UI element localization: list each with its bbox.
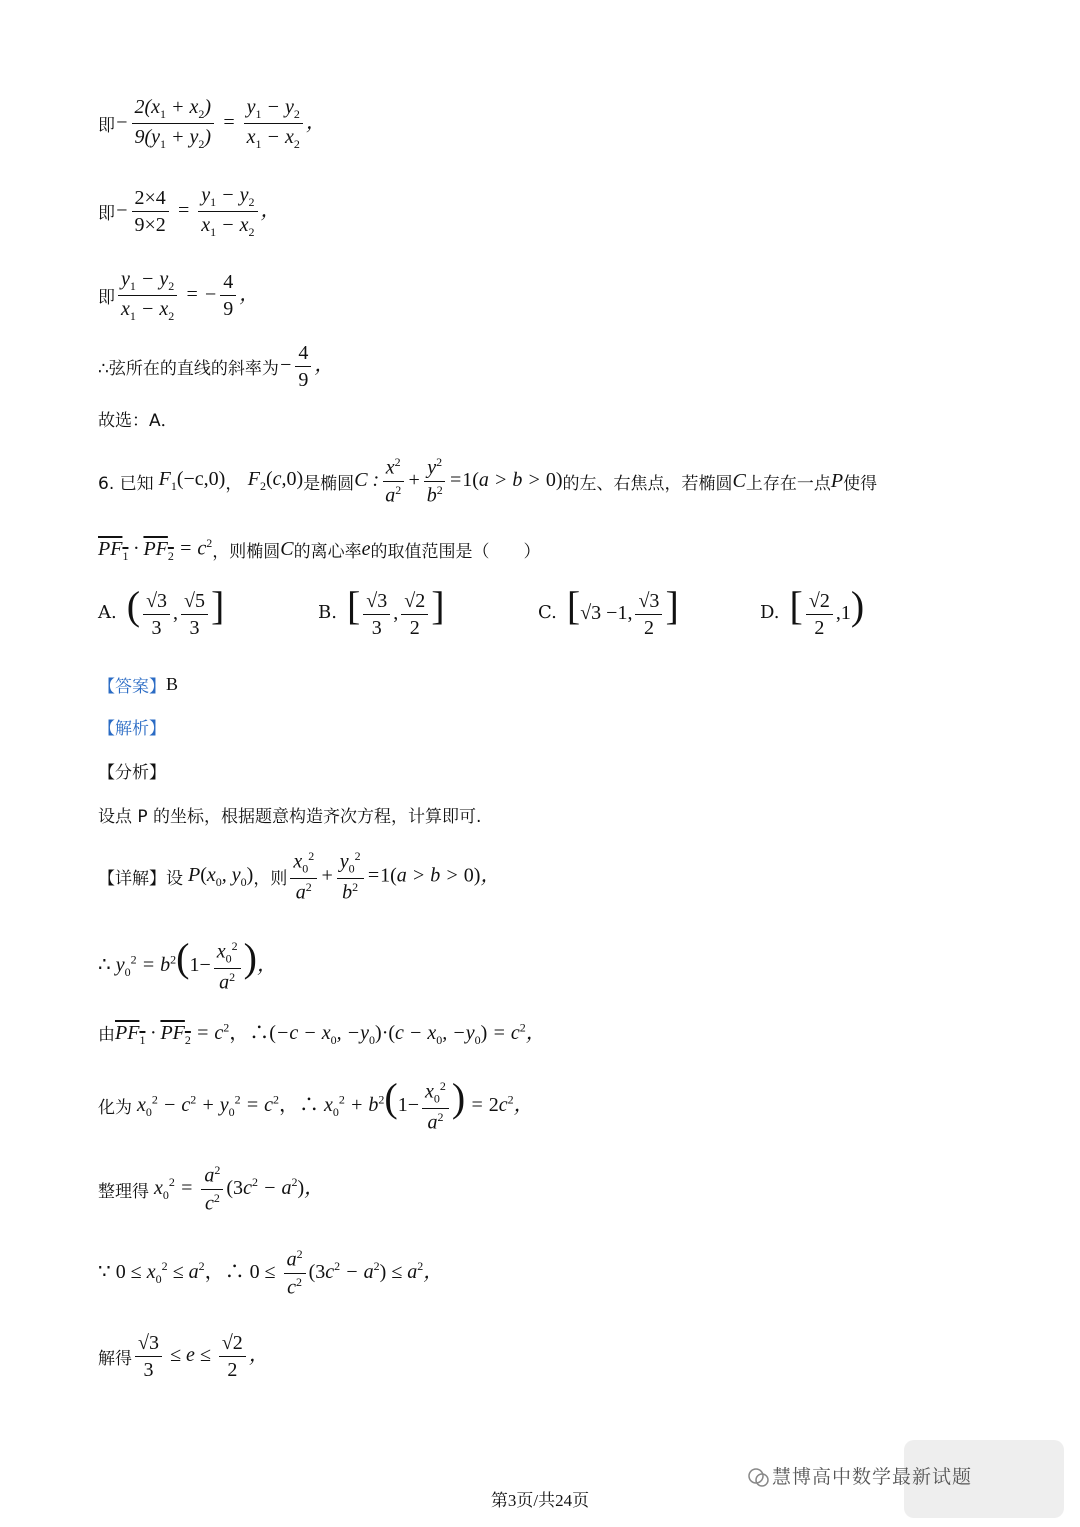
prefix-text: 即 (98, 116, 115, 137)
conclusion-text: ∴弦所在的直线的斜率为 (98, 359, 279, 379)
q6-text: 的取值范围是（ ） (370, 542, 541, 563)
q6-text: 的左、右焦点，若椭圆 (562, 473, 733, 494)
detail-text: ，则 (253, 869, 288, 890)
option-c-interval: [√3 −1, $\frac{√3}{2}$ ] (566, 583, 679, 639)
focus-f1: $F_1(-c,0)$ (153, 468, 226, 494)
analysis-label: 【解析】 (98, 719, 166, 739)
ellipse-equation: C : $\frac{x^2}{a^2}$ + $\frac{y^2}{b^2}$ =1(a > b > 0) (354, 455, 563, 507)
equation: − $\frac{2\times 4}{9\times 2}$ = $\frac{y_1 - y_2}{x_1 - x_2}$ ， (115, 184, 281, 240)
option-d (760, 583, 865, 639)
option-b (318, 583, 445, 639)
watermark-text: 慧博高中数学最新试题 (772, 1466, 973, 1488)
slope-conclusion (98, 342, 334, 391)
organized-line (98, 1164, 324, 1214)
option-c (538, 583, 679, 639)
huawei-text: 化为 (98, 1098, 132, 1119)
option-label: D. (760, 601, 780, 623)
inequality-line (98, 1248, 443, 1298)
q6-text: 是椭圆 (303, 473, 355, 494)
fenxi-text: 设点 P 的坐标，根据题意构造齐次方程，计算即可. (98, 807, 482, 827)
organized-equation: $x_0^2$ = $\frac{a^2}{c^2}$ $(3c^2 - a^2)$， (149, 1163, 325, 1215)
point-equation: $\frac{x_0^2}{a^2}$ + $\frac{y_0^2}{b^2}$ =1(a > b > 0)， (287, 850, 500, 904)
equation: − $\frac{2(x_1 + x_2)}{9(y_1 + y_2)}$ = $\frac{y_1 - y_2}{x_1 - x_2}$ ， (115, 96, 326, 152)
q6-text: 上存在一点 (745, 473, 831, 494)
option-a-interval: ( $\frac{√3}{3}$ , $\frac{√5}{3}$ ] (126, 583, 225, 639)
q6-text: ，则椭圆 (212, 542, 281, 563)
fenxi-label: 【分析】 (98, 763, 166, 783)
y0-squared-line (98, 935, 277, 994)
q6-text: 的离心率 (293, 542, 362, 563)
equation-line-2 (98, 184, 281, 239)
prefix-text: 即 (98, 204, 115, 225)
detail-label: 【详解】 (98, 869, 166, 890)
dot-product-line (98, 1016, 546, 1048)
option-label: B. (318, 601, 337, 623)
equation-line-1 (98, 96, 326, 151)
zhengli-text: 整理得 (98, 1181, 149, 1202)
option-a (98, 583, 225, 639)
prefix-text: 即 (98, 288, 115, 309)
dot-product-condition: $PF_1 \cdot PF_2 = c^2$ (98, 536, 213, 563)
question-6-line-2: $PF_1 \cdot PF_2 = c^2$ ，则椭圆 C 的离心率 e 的取值范围是（ ） (98, 536, 541, 563)
choice-a-conclusion: 故选：A． (98, 411, 178, 431)
simplified-equation: $x_0^2 - c^2 + y_0^2 = c^2$，∴ $x_0^2 + b^2(1-$ $\frac{x_0^2}{a^2}$ ) = $2c^2$， (132, 1075, 534, 1134)
jiede-text: 解得 (98, 1349, 132, 1369)
option-label: A. (98, 601, 117, 623)
detail-line: 【详解】 设 $P(x_0$, $y_0$) ，则 $\frac{x_0^2}{a^2}$ + $\frac{y_0^2}{b^2}$ =1(a > b > 0)， (98, 849, 501, 904)
answer-line (98, 672, 178, 697)
answer-label: 【答案】 (98, 677, 166, 697)
focus-f2: $F_2(c,0)$ (247, 468, 304, 494)
solved-line (98, 1332, 269, 1381)
inequality: ∵ $0 \le x_0^2 \le a^2$，∴ 0 ≤ $\frac{a^2}{c^2}$ $(3c^2 - a^2) \le a^2$， (98, 1247, 444, 1299)
dot-product-expansion: $PF_1 \cdot PF_2 = c^2$，∴(−c − $x_0$, $-y_0)\cdot(c - x_0$, $-y_0) = c^2$， (115, 1020, 546, 1047)
you-text: 由 (98, 1024, 115, 1045)
simplified-line (98, 1075, 534, 1134)
slope-value: − $\frac{4}{9}$ ， (278, 342, 335, 391)
page-footer: 第3页/共24页 (490, 1491, 590, 1510)
option-d-interval: [ $\frac{√2}{2}$ ,1) (789, 583, 865, 639)
answer-value: B (166, 674, 179, 694)
equation-line-3 (98, 268, 259, 323)
option-label: C. (538, 601, 557, 623)
eccentricity-range: $\frac{√3}{3}$ ≤ e ≤ $\frac{√2}{2}$ ， (132, 1332, 269, 1381)
q6-text: 使得 (843, 473, 878, 494)
q6-text: 6. 已知 (98, 473, 154, 494)
detail-text: 设 (166, 869, 183, 890)
y0-equation: ∴ $y_0^2 = b^2(1-$ $\frac{x_0^2}{a^2}$ )， (98, 935, 277, 994)
equation: $\frac{y_1 - y_2}{x_1 - x_2}$ = − $\frac{4}{9}$ ， (115, 268, 259, 323)
question-6-line-1: 6. 已知 $F_1(-c,0)$ ， $F_2(c,0)$ 是椭圆 C : $\frac{x^2}{a^2}$ + $\frac{y^2}{b^2}$ =1(a > b > 0) 的左、右焦点，若椭圆 C 上存在一点 P 使得 (98, 455, 878, 507)
option-b-interval: [ $\frac{√3}{3}$ , $\frac{√2}{2}$ ] (346, 583, 445, 639)
